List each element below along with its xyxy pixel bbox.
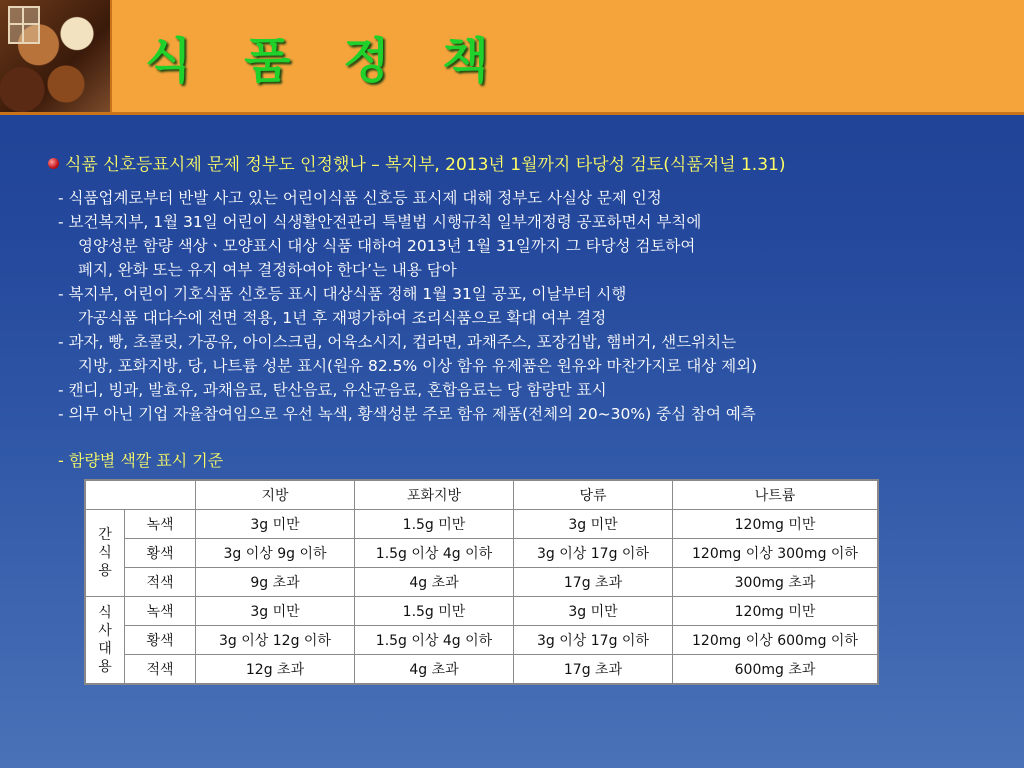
table-cell: 4g 초과 bbox=[355, 568, 514, 597]
table-corner-cell bbox=[85, 480, 196, 510]
headline-text: 식품 신호등표시제 문제 정부도 인정했나 – 복지부, 2013년 1월까지 타당성 검토(식품저널 1.31) bbox=[65, 155, 786, 175]
body-line: - 식품업계로부터 반발 사고 있는 어린이식품 신호등 표시제 대해 정부도 사실상 문제 인정 bbox=[58, 189, 662, 207]
table-cell: 600mg 초과 bbox=[673, 655, 879, 685]
slide-title: 식 품 정 책 bbox=[145, 33, 507, 89]
table-subheading: - 함량별 색깔 표시 기준 bbox=[58, 451, 224, 470]
level-cell: 녹색 bbox=[125, 510, 196, 539]
body-line: 폐지, 완화 또는 유지 여부 결정하여야 한다’는 내용 담아 bbox=[78, 261, 457, 279]
body-line: - 복지부, 어린이 기호식품 신호등 표시 대상식품 정해 1월 31일 공포, 이날부터 시행 bbox=[58, 285, 627, 303]
table-cell: 3g 미만 bbox=[196, 510, 355, 539]
table-cell: 3g 이상 12g 이하 bbox=[196, 626, 355, 655]
group-label-snack: 간 식 용 bbox=[85, 510, 125, 597]
table-cell: 3g 이상 17g 이하 bbox=[514, 626, 673, 655]
bullet-icon bbox=[48, 158, 59, 169]
column-header: 포화지방 bbox=[355, 480, 514, 510]
table-cell: 4g 초과 bbox=[355, 655, 514, 685]
body-text bbox=[58, 186, 1018, 426]
body-line: - 보건복지부, 1월 31일 어린이 식생활안전관리 특별법 시행규칙 일부개정령 공포하면서 부칙에 bbox=[58, 213, 702, 231]
headline bbox=[48, 150, 1008, 175]
table-header-row bbox=[85, 480, 878, 510]
body-line: 가공식품 대다수에 전면 적용, 1년 후 재평가하여 조리식품으로 확대 여부 결정 bbox=[78, 309, 607, 327]
body-line: 지방, 포화지방, 당, 나트륨 성분 표시(원유 82.5% 이상 함유 유제품은 원유와 마찬가지로 대상 제외) bbox=[78, 357, 758, 375]
table-cell: 3g 이상 9g 이하 bbox=[196, 539, 355, 568]
table-cell: 3g 이상 17g 이하 bbox=[514, 539, 673, 568]
table-cell: 17g 초과 bbox=[514, 568, 673, 597]
table-cell: 120mg 이상 600mg 이하 bbox=[673, 626, 879, 655]
table-cell: 3g 미만 bbox=[514, 597, 673, 626]
table-cell: 17g 초과 bbox=[514, 655, 673, 685]
table-cell: 12g 초과 bbox=[196, 655, 355, 685]
table-row bbox=[85, 510, 878, 539]
level-cell: 녹색 bbox=[125, 597, 196, 626]
column-header: 당류 bbox=[514, 480, 673, 510]
table-cell: 9g 초과 bbox=[196, 568, 355, 597]
column-header: 지방 bbox=[196, 480, 355, 510]
body-line: 영양성분 함량 색상ㆍ모양표시 대상 식품 대하여 2013년 1월 31일까지 그 타당성 검토하여 bbox=[78, 237, 696, 255]
table-row bbox=[85, 539, 878, 568]
table-cell: 1.5g 이상 4g 이하 bbox=[355, 539, 514, 568]
table-cell: 3g 미만 bbox=[196, 597, 355, 626]
level-cell: 적색 bbox=[125, 568, 196, 597]
table-row bbox=[85, 568, 878, 597]
table-row bbox=[85, 626, 878, 655]
table-cell: 120mg 미만 bbox=[673, 510, 879, 539]
body-line: - 캔디, 빙과, 발효유, 과채음료, 탄산음료, 유산균음료, 혼합음료는 당 함량만 표시 bbox=[58, 381, 607, 399]
table-cell: 1.5g 미만 bbox=[355, 510, 514, 539]
window-decoration bbox=[8, 6, 40, 44]
table-row bbox=[85, 655, 878, 685]
table-row bbox=[85, 597, 878, 626]
column-header: 나트륨 bbox=[673, 480, 879, 510]
table-cell: 120mg 미만 bbox=[673, 597, 879, 626]
group-label-meal: 식 사 대 용 bbox=[85, 597, 125, 685]
table-cell: 3g 미만 bbox=[514, 510, 673, 539]
body-line: - 과자, 빵, 초콜릿, 가공유, 아이스크림, 어육소시지, 컵라면, 과채주스, 포장김밥, 햄버거, 샌드위치는 bbox=[58, 333, 737, 351]
table-cell: 120mg 이상 300mg 이하 bbox=[673, 539, 879, 568]
table-cell: 1.5g 미만 bbox=[355, 597, 514, 626]
level-cell: 황색 bbox=[125, 626, 196, 655]
level-cell: 황색 bbox=[125, 539, 196, 568]
table-cell: 300mg 초과 bbox=[673, 568, 879, 597]
food-photo bbox=[0, 0, 112, 112]
body-line: - 의무 아닌 기업 자율참여임으로 우선 녹색, 황색성분 주로 함유 제품(전체의 20~30%) 중심 참여 예측 bbox=[58, 405, 756, 423]
level-cell: 적색 bbox=[125, 655, 196, 685]
nutrition-criteria-table bbox=[84, 479, 879, 685]
table-cell: 1.5g 이상 4g 이하 bbox=[355, 626, 514, 655]
